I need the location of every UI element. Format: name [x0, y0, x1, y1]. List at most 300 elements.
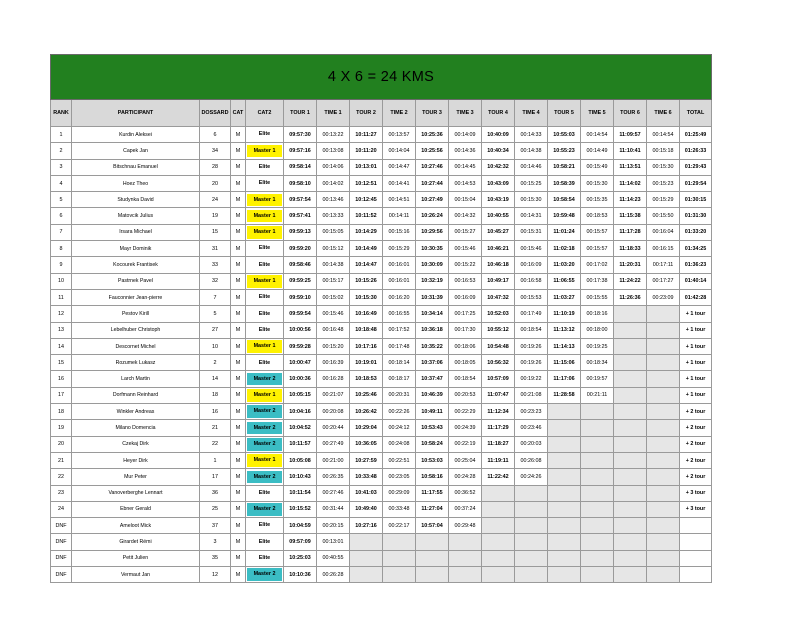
- dossard-cell: 5: [200, 306, 231, 322]
- lap-clock-cell: 10:57:09: [482, 371, 515, 387]
- lap-time-cell: 00:14:38: [515, 143, 548, 159]
- lap-time-cell: 00:14:31: [515, 208, 548, 224]
- lap-clock-cell: 10:58:16: [416, 469, 449, 485]
- lap-time-cell: 00:24:28: [449, 469, 482, 485]
- lap-clock-cell: [614, 322, 647, 338]
- participant-name: Pestov Kirill: [72, 306, 200, 322]
- total-cell: 01:31:30: [680, 208, 712, 224]
- lap-time-cell: 00:25:04: [449, 452, 482, 468]
- lap-clock-cell: 10:37:47: [416, 371, 449, 387]
- table-row: [51, 404, 712, 420]
- lap-clock-cell: 10:41:03: [350, 485, 383, 501]
- rank-cell: 20: [51, 436, 72, 452]
- lap-clock-cell: 10:46:18: [482, 257, 515, 273]
- lap-clock-cell: [548, 436, 581, 452]
- lap-time-cell: 00:15:29: [647, 192, 680, 208]
- rank-cell: 19: [51, 420, 72, 436]
- category-cell: M: [231, 371, 246, 387]
- lap-time-cell: 00:26:35: [317, 469, 350, 485]
- dossard-cell: 1: [200, 452, 231, 468]
- category2-cell: [246, 257, 284, 273]
- lap-time-cell: 00:14:11: [383, 208, 416, 224]
- lap-time-cell: 00:14:06: [317, 159, 350, 175]
- lap-time-cell: 00:15:57: [581, 241, 614, 257]
- total-cell: + 1 tour: [680, 306, 712, 322]
- total-cell: [680, 550, 712, 566]
- lap-clock-cell: 11:17:06: [548, 371, 581, 387]
- lap-time-cell: 00:15:22: [449, 257, 482, 273]
- lap-time-cell: 00:20:31: [383, 387, 416, 403]
- category2-cell: [246, 241, 284, 257]
- total-cell: + 3 tour: [680, 501, 712, 517]
- category2-cell: [246, 420, 284, 436]
- lap-clock-cell: [614, 485, 647, 501]
- rank-cell: 18: [51, 404, 72, 420]
- dossard-cell: 7: [200, 289, 231, 305]
- category-cell: M: [231, 289, 246, 305]
- lap-time-cell: 00:19:57: [581, 371, 614, 387]
- total-cell: 01:30:15: [680, 192, 712, 208]
- category2-badge: Master 1: [247, 210, 282, 223]
- lap-clock-cell: 11:13:51: [614, 159, 647, 175]
- participant-name: Fauconnier Jean-pierre: [72, 289, 200, 305]
- category2-cell: [246, 338, 284, 354]
- category-cell: M: [231, 550, 246, 566]
- lap-time-cell: [515, 534, 548, 550]
- dossard-cell: 25: [200, 501, 231, 517]
- lap-clock-cell: 11:17:29: [482, 420, 515, 436]
- lap-clock-cell: 09:58:10: [284, 175, 317, 191]
- header-row: [51, 100, 712, 127]
- lap-time-cell: [647, 452, 680, 468]
- category2-badge: Master 2: [247, 568, 282, 581]
- table-row: [51, 241, 712, 257]
- category2-badge: Master 2: [247, 438, 282, 451]
- lap-clock-cell: 10:25:03: [284, 550, 317, 566]
- lap-clock-cell: 09:59:10: [284, 289, 317, 305]
- lap-clock-cell: 11:17:28: [614, 224, 647, 240]
- lap-clock-cell: 11:14:23: [614, 192, 647, 208]
- participant-name: Mur Peter: [72, 469, 200, 485]
- lap-time-cell: 00:21:07: [317, 387, 350, 403]
- lap-time-cell: [581, 550, 614, 566]
- column-header: TIME 1: [317, 100, 350, 127]
- lap-time-cell: [647, 567, 680, 583]
- lap-time-cell: 00:16:39: [317, 355, 350, 371]
- lap-clock-cell: [614, 452, 647, 468]
- lap-clock-cell: 09:57:41: [284, 208, 317, 224]
- lap-time-cell: 00:16:04: [647, 224, 680, 240]
- category2-cell: [246, 159, 284, 175]
- lap-clock-cell: 10:14:49: [350, 241, 383, 257]
- rank-cell: 24: [51, 501, 72, 517]
- lap-time-cell: [647, 387, 680, 403]
- dossard-cell: 15: [200, 224, 231, 240]
- lap-clock-cell: 10:26:42: [350, 404, 383, 420]
- category2-badge: Elite: [258, 489, 271, 496]
- lap-time-cell: 00:31:44: [317, 501, 350, 517]
- lap-time-cell: 00:15:53: [515, 289, 548, 305]
- lap-clock-cell: 10:18:48: [350, 322, 383, 338]
- lap-time-cell: [647, 550, 680, 566]
- lap-time-cell: 00:14:54: [581, 127, 614, 143]
- lap-time-cell: [515, 518, 548, 534]
- lap-time-cell: 00:24:12: [383, 420, 416, 436]
- category2-badge: Master 1: [247, 226, 282, 239]
- category2-badge: Elite: [258, 180, 271, 187]
- lap-time-cell: [383, 550, 416, 566]
- dossard-cell: 28: [200, 159, 231, 175]
- lap-time-cell: [383, 534, 416, 550]
- lap-time-cell: 00:33:48: [383, 501, 416, 517]
- total-cell: 01:42:28: [680, 289, 712, 305]
- category-cell: M: [231, 273, 246, 289]
- lap-time-cell: 00:17:30: [449, 322, 482, 338]
- total-cell: [680, 567, 712, 583]
- category-cell: M: [231, 387, 246, 403]
- lap-clock-cell: [614, 371, 647, 387]
- column-header: TIME 6: [647, 100, 680, 127]
- lap-clock-cell: [614, 404, 647, 420]
- lap-time-cell: [647, 485, 680, 501]
- lap-time-cell: 00:15:30: [581, 175, 614, 191]
- category-cell: M: [231, 143, 246, 159]
- lap-time-cell: 00:13:22: [317, 127, 350, 143]
- lap-clock-cell: 10:49:40: [350, 501, 383, 517]
- lap-clock-cell: 11:15:06: [548, 355, 581, 371]
- category2-badge: Elite: [258, 310, 271, 317]
- lap-clock-cell: [416, 567, 449, 583]
- table-row: [51, 127, 712, 143]
- lap-clock-cell: [614, 355, 647, 371]
- column-header: TIME 3: [449, 100, 482, 127]
- total-cell: 01:25:49: [680, 127, 712, 143]
- participant-name: Ebner Gerald: [72, 501, 200, 517]
- column-header: RANK: [51, 100, 72, 127]
- lap-clock-cell: 11:28:58: [548, 387, 581, 403]
- participant-name: Pastrnek Pavel: [72, 273, 200, 289]
- dossard-cell: 24: [200, 192, 231, 208]
- lap-time-cell: 00:15:17: [317, 273, 350, 289]
- lap-clock-cell: 10:42:32: [482, 159, 515, 175]
- table-row: [51, 355, 712, 371]
- lap-time-cell: 00:18:54: [449, 371, 482, 387]
- lap-time-cell: 00:16:15: [647, 241, 680, 257]
- rank-cell: 1: [51, 127, 72, 143]
- table-row: [51, 534, 712, 550]
- category-cell: M: [231, 192, 246, 208]
- lap-time-cell: 00:20:44: [317, 420, 350, 436]
- category2-badge: Elite: [258, 131, 271, 138]
- lap-clock-cell: 10:11:57: [284, 436, 317, 452]
- lap-clock-cell: [350, 534, 383, 550]
- lap-clock-cell: 11:24:22: [614, 273, 647, 289]
- lap-clock-cell: 10:31:39: [416, 289, 449, 305]
- lap-time-cell: 00:14:04: [383, 143, 416, 159]
- lap-time-cell: 00:37:24: [449, 501, 482, 517]
- lap-time-cell: [581, 518, 614, 534]
- lap-clock-cell: 09:58:14: [284, 159, 317, 175]
- participant-name: Lebelhuber Christoph: [72, 322, 200, 338]
- lap-clock-cell: 10:26:24: [416, 208, 449, 224]
- lap-clock-cell: [548, 567, 581, 583]
- category2-badge: Master 1: [247, 389, 282, 402]
- lap-time-cell: 00:15:46: [449, 241, 482, 257]
- results-table: [50, 54, 712, 583]
- lap-clock-cell: 10:00:36: [284, 371, 317, 387]
- category-cell: M: [231, 355, 246, 371]
- dossard-cell: 10: [200, 338, 231, 354]
- total-cell: + 1 tour: [680, 338, 712, 354]
- lap-time-cell: [581, 420, 614, 436]
- lap-clock-cell: 10:30:35: [416, 241, 449, 257]
- lap-time-cell: 00:16:53: [449, 273, 482, 289]
- table-row: [51, 322, 712, 338]
- lap-time-cell: [449, 534, 482, 550]
- participant-name: Dorfmann Reinhard: [72, 387, 200, 403]
- category2-cell: [246, 224, 284, 240]
- category-cell: M: [231, 322, 246, 338]
- dossard-cell: 27: [200, 322, 231, 338]
- dossard-cell: 12: [200, 567, 231, 583]
- table-row: [51, 452, 712, 468]
- lap-clock-cell: 10:58:24: [416, 436, 449, 452]
- lap-clock-cell: [482, 485, 515, 501]
- lap-time-cell: 00:26:08: [515, 452, 548, 468]
- total-cell: 01:29:43: [680, 159, 712, 175]
- total-cell: + 2 tour: [680, 436, 712, 452]
- lap-time-cell: 00:18:06: [449, 338, 482, 354]
- lap-time-cell: 00:15:46: [317, 306, 350, 322]
- lap-time-cell: 00:15:04: [449, 192, 482, 208]
- dossard-cell: 35: [200, 550, 231, 566]
- lap-time-cell: [581, 534, 614, 550]
- lap-time-cell: [581, 452, 614, 468]
- category2-cell: [246, 175, 284, 191]
- rank-cell: 6: [51, 208, 72, 224]
- table-row: [51, 143, 712, 159]
- lap-clock-cell: 10:00:47: [284, 355, 317, 371]
- category2-badge: Master 2: [247, 503, 282, 516]
- lap-clock-cell: 11:13:12: [548, 322, 581, 338]
- category2-cell: [246, 127, 284, 143]
- lap-time-cell: [647, 404, 680, 420]
- lap-time-cell: 00:16:58: [515, 273, 548, 289]
- category2-badge: Master 2: [247, 405, 282, 418]
- lap-time-cell: 00:18:34: [581, 355, 614, 371]
- lap-clock-cell: [416, 534, 449, 550]
- category2-badge: Master 2: [247, 422, 282, 435]
- lap-clock-cell: 10:40:09: [482, 127, 515, 143]
- lap-clock-cell: 11:07:47: [482, 387, 515, 403]
- lap-time-cell: 00:21:08: [515, 387, 548, 403]
- lap-time-cell: [647, 518, 680, 534]
- lap-clock-cell: 10:55:23: [548, 143, 581, 159]
- lap-clock-cell: [614, 338, 647, 354]
- lap-time-cell: 00:17:48: [383, 338, 416, 354]
- participant-name: Kocourek Frantisek: [72, 257, 200, 273]
- lap-clock-cell: 10:33:48: [350, 469, 383, 485]
- participant-name: Heyer Dirk: [72, 452, 200, 468]
- lap-clock-cell: 10:14:29: [350, 224, 383, 240]
- table-row: [51, 224, 712, 240]
- dossard-cell: 16: [200, 404, 231, 420]
- table-row: [51, 567, 712, 583]
- lap-clock-cell: [416, 550, 449, 566]
- lap-clock-cell: 11:01:24: [548, 224, 581, 240]
- rank-cell: 16: [51, 371, 72, 387]
- category2-badge: Master 1: [247, 194, 282, 207]
- participant-name: Milano Domencia: [72, 420, 200, 436]
- lap-time-cell: 00:29:48: [449, 518, 482, 534]
- lap-clock-cell: 10:36:05: [350, 436, 383, 452]
- lap-time-cell: [647, 355, 680, 371]
- category2-cell: [246, 550, 284, 566]
- lap-time-cell: 00:13:33: [317, 208, 350, 224]
- rank-cell: 10: [51, 273, 72, 289]
- lap-time-cell: [581, 469, 614, 485]
- lap-time-cell: [647, 306, 680, 322]
- column-header: TOUR 4: [482, 100, 515, 127]
- category-cell: M: [231, 485, 246, 501]
- category-cell: M: [231, 436, 246, 452]
- lap-clock-cell: 09:59:25: [284, 273, 317, 289]
- lap-time-cell: 00:14:47: [383, 159, 416, 175]
- lap-time-cell: 00:17:27: [647, 273, 680, 289]
- lap-clock-cell: 10:57:04: [416, 518, 449, 534]
- category2-cell: [246, 518, 284, 534]
- lap-time-cell: 00:17:38: [581, 273, 614, 289]
- lap-time-cell: 00:14:33: [515, 127, 548, 143]
- rank-cell: 3: [51, 159, 72, 175]
- lap-clock-cell: 10:36:18: [416, 322, 449, 338]
- rank-cell: 21: [51, 452, 72, 468]
- total-cell: + 1 tour: [680, 355, 712, 371]
- lap-clock-cell: [482, 534, 515, 550]
- lap-time-cell: 00:40:55: [317, 550, 350, 566]
- lap-clock-cell: 10:27:16: [350, 518, 383, 534]
- rank-cell: 9: [51, 257, 72, 273]
- lap-clock-cell: 10:25:46: [350, 387, 383, 403]
- lap-clock-cell: 11:06:55: [548, 273, 581, 289]
- dossard-cell: 17: [200, 469, 231, 485]
- lap-clock-cell: 10:49:17: [482, 273, 515, 289]
- table-row: [51, 273, 712, 289]
- lap-clock-cell: 09:57:09: [284, 534, 317, 550]
- lap-clock-cell: 10:30:09: [416, 257, 449, 273]
- lap-time-cell: 00:16:09: [515, 257, 548, 273]
- lap-clock-cell: [614, 567, 647, 583]
- dossard-cell: 22: [200, 436, 231, 452]
- lap-clock-cell: 10:27:44: [416, 175, 449, 191]
- lap-clock-cell: 10:27:59: [350, 452, 383, 468]
- category2-cell: [246, 436, 284, 452]
- lap-clock-cell: 10:11:20: [350, 143, 383, 159]
- rank-cell: 23: [51, 485, 72, 501]
- lap-clock-cell: 10:11:52: [350, 208, 383, 224]
- lap-clock-cell: [614, 387, 647, 403]
- lap-time-cell: [515, 550, 548, 566]
- table-row: [51, 550, 712, 566]
- column-header: TIME 5: [581, 100, 614, 127]
- lap-clock-cell: 11:10:19: [548, 306, 581, 322]
- category2-cell: [246, 322, 284, 338]
- total-cell: + 3 tour: [680, 485, 712, 501]
- category-cell: M: [231, 404, 246, 420]
- table-row: [51, 518, 712, 534]
- lap-clock-cell: 10:10:43: [284, 469, 317, 485]
- category2-badge: Elite: [258, 538, 271, 545]
- lap-clock-cell: [614, 518, 647, 534]
- category2-cell: [246, 501, 284, 517]
- dossard-cell: 33: [200, 257, 231, 273]
- lap-clock-cell: 10:19:01: [350, 355, 383, 371]
- lap-time-cell: 00:14:49: [581, 143, 614, 159]
- lap-time-cell: 00:17:25: [449, 306, 482, 322]
- lap-time-cell: 00:24:08: [383, 436, 416, 452]
- category-cell: M: [231, 257, 246, 273]
- lap-clock-cell: 10:40:34: [482, 143, 515, 159]
- lap-time-cell: [647, 322, 680, 338]
- lap-time-cell: [581, 501, 614, 517]
- total-cell: + 2 tour: [680, 420, 712, 436]
- lap-clock-cell: 10:53:43: [416, 420, 449, 436]
- lap-time-cell: 00:23:05: [383, 469, 416, 485]
- dossard-cell: 34: [200, 143, 231, 159]
- lap-time-cell: 00:14:02: [317, 175, 350, 191]
- category2-cell: [246, 485, 284, 501]
- lap-clock-cell: 10:37:06: [416, 355, 449, 371]
- category2-cell: [246, 143, 284, 159]
- lap-time-cell: 00:15:31: [515, 224, 548, 240]
- lap-clock-cell: 10:25:56: [416, 143, 449, 159]
- lap-time-cell: 00:26:28: [317, 567, 350, 583]
- category2-badge: Master 1: [247, 340, 282, 353]
- lap-time-cell: 00:15:46: [515, 241, 548, 257]
- lap-time-cell: 00:15:16: [383, 224, 416, 240]
- category2-badge: Elite: [258, 359, 271, 366]
- lap-time-cell: [647, 534, 680, 550]
- lap-clock-cell: 10:32:19: [416, 273, 449, 289]
- lap-clock-cell: [614, 550, 647, 566]
- lap-clock-cell: 09:58:46: [284, 257, 317, 273]
- lap-clock-cell: 10:16:49: [350, 306, 383, 322]
- lap-clock-cell: 11:03:27: [548, 289, 581, 305]
- lap-time-cell: 00:16:28: [317, 371, 350, 387]
- table-row: [51, 501, 712, 517]
- lap-time-cell: 00:24:26: [515, 469, 548, 485]
- lap-clock-cell: 11:14:13: [548, 338, 581, 354]
- lap-time-cell: 00:20:15: [317, 518, 350, 534]
- category2-cell: [246, 273, 284, 289]
- lap-clock-cell: 10:34:14: [416, 306, 449, 322]
- lap-clock-cell: [350, 550, 383, 566]
- category2-badge: Master 2: [247, 471, 282, 484]
- lap-clock-cell: 10:29:04: [350, 420, 383, 436]
- lap-clock-cell: 09:57:16: [284, 143, 317, 159]
- lap-time-cell: 00:15:05: [317, 224, 350, 240]
- lap-time-cell: 00:15:12: [317, 241, 350, 257]
- lap-clock-cell: [614, 436, 647, 452]
- dossard-cell: 14: [200, 371, 231, 387]
- column-header: CAT: [231, 100, 246, 127]
- lap-clock-cell: 10:11:54: [284, 485, 317, 501]
- lap-time-cell: 00:15:55: [581, 289, 614, 305]
- lap-clock-cell: [614, 306, 647, 322]
- lap-time-cell: 00:27:49: [317, 436, 350, 452]
- category2-badge: Elite: [258, 261, 271, 268]
- rank-cell: DNF: [51, 550, 72, 566]
